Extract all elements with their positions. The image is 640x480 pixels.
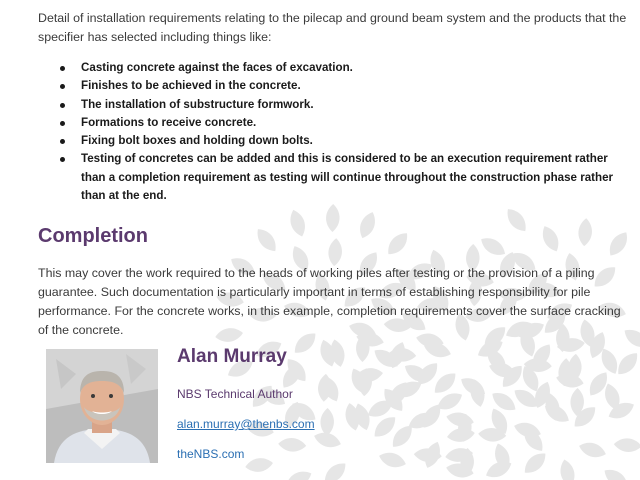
leaf-shape bbox=[356, 210, 379, 241]
bullet-icon bbox=[60, 103, 65, 108]
bullet-icon bbox=[60, 157, 65, 162]
bullet-icon bbox=[60, 84, 65, 89]
list-item bbox=[60, 96, 630, 114]
section-heading-completion: Completion bbox=[38, 225, 148, 247]
list-item bbox=[60, 77, 630, 95]
list-item bbox=[60, 150, 630, 205]
author-email-link[interactable]: alan.murray@thenbs.com bbox=[177, 417, 315, 431]
leaf-shape bbox=[320, 459, 350, 480]
author-website-link[interactable]: theNBS.com bbox=[177, 447, 245, 461]
leaf-shape bbox=[377, 449, 408, 470]
bullet-icon bbox=[60, 139, 65, 144]
list-item bbox=[60, 132, 630, 150]
leaf-shape bbox=[613, 349, 640, 379]
bullet-icon bbox=[60, 121, 65, 126]
leaf-shape bbox=[538, 223, 562, 254]
leaf-shape bbox=[383, 229, 412, 259]
leaf-shape bbox=[558, 458, 577, 480]
list-item bbox=[60, 114, 630, 132]
intro-paragraph: Detail of installation requirements relating to the pilecap and ground beam system and the products that the specifier has selected including things like: bbox=[38, 11, 627, 44]
leaf-shape bbox=[320, 408, 334, 436]
author-name: Alan Murray bbox=[177, 346, 287, 367]
leaf-shape bbox=[244, 456, 274, 473]
list-item bbox=[60, 59, 630, 77]
author-portrait-image bbox=[46, 349, 158, 463]
list-item-text: Formations to receive concrete. bbox=[81, 115, 257, 129]
leaf-shape bbox=[283, 467, 314, 480]
bullet-icon bbox=[60, 66, 65, 71]
leaf-shape bbox=[577, 218, 593, 247]
leaf-shape bbox=[253, 225, 281, 255]
leaf-shape bbox=[503, 205, 531, 235]
leaf-shape bbox=[577, 439, 608, 460]
leaf-shape bbox=[601, 465, 632, 480]
leaf-shape bbox=[605, 229, 632, 260]
leaf-shape bbox=[326, 204, 340, 232]
leaf-shape bbox=[287, 208, 309, 239]
leaf-shape bbox=[278, 437, 307, 453]
list-item-text: The installation of substructure formwork. bbox=[81, 97, 314, 111]
author-role: NBS Technical Author bbox=[177, 387, 293, 401]
list-item-text: Finishes to be achieved in the concrete. bbox=[81, 79, 301, 93]
list-item-text: Testing of concretes can be added and this is considered to be an execution requirement rather than a completion requirement as testing will continue throughout the construction phase rather than at the end. bbox=[81, 152, 614, 203]
leaf-shape bbox=[520, 449, 550, 478]
leaf-shape bbox=[478, 234, 509, 260]
author-photo bbox=[46, 349, 158, 463]
leaf-shape bbox=[613, 437, 640, 453]
completion-paragraph: This may cover the work required to the heads of working piles after testing or the provision of a piling guarantee. Such documentation is particularly important in terms of establishing responsibility for pile performance. For the concrete works, in this example, completion requirements cover the surface cracking of the concrete. bbox=[38, 266, 621, 337]
list-item-text: Fixing bolt boxes and holding down bolts. bbox=[81, 134, 313, 148]
requirements-list bbox=[60, 59, 630, 205]
leaf-shape bbox=[327, 238, 343, 267]
list-item-text: Casting concrete against the faces of excavation. bbox=[81, 61, 353, 74]
